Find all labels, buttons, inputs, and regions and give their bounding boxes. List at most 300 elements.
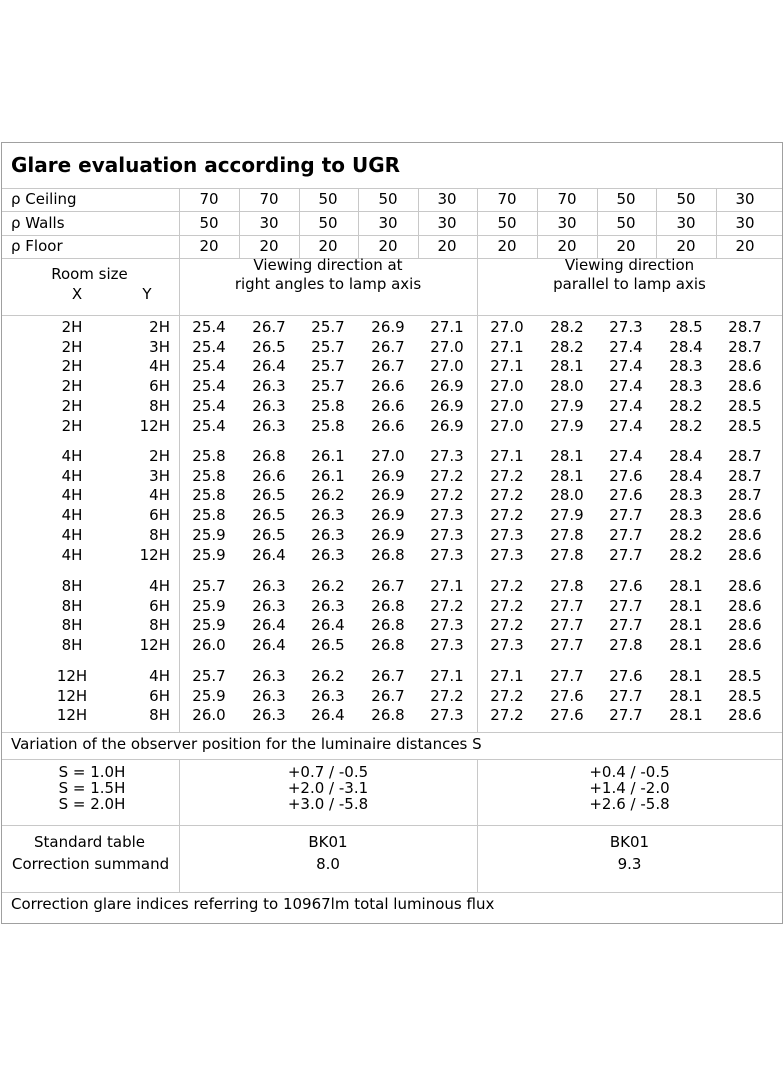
ugr-value: 28.6 — [728, 545, 762, 564]
ugr-value: 27.4 — [609, 416, 643, 435]
ugr-value: 26.5 — [252, 486, 286, 505]
ugr-value: 26.4 — [311, 616, 345, 635]
standard-parallel — [477, 831, 782, 875]
ugr-value: 28.6 — [728, 577, 762, 595]
ugr-value: 28.6 — [728, 377, 762, 396]
ugr-value: 27.2 — [430, 486, 464, 505]
ugr-value: 28.1 — [669, 636, 703, 655]
room-y: 2H — [149, 318, 170, 336]
ugr-value: 27.3 — [490, 545, 524, 564]
ugr-value: 26.8 — [371, 706, 405, 725]
ugr-value: 27.1 — [490, 667, 524, 685]
ugr-value: 26.3 — [252, 416, 286, 435]
ugr-value: 28.1 — [669, 596, 703, 615]
ugr-value: 27.3 — [430, 447, 464, 465]
ugr-value: 27.2 — [430, 686, 464, 705]
variation-right-angles-line: +2.0 / -3.1 — [287, 779, 369, 797]
ugr-value: 28.4 — [669, 447, 703, 465]
reflectance-value: 50 — [378, 190, 398, 208]
ugr-value: 28.7 — [728, 447, 762, 465]
ugr-value: 25.4 — [192, 318, 226, 336]
room-x: 8H — [61, 596, 83, 615]
ugr-value: 26.3 — [252, 377, 286, 396]
ugr-value: 27.4 — [609, 377, 643, 396]
ugr-value: 28.6 — [728, 616, 762, 635]
grid-line — [477, 188, 478, 258]
ugr-value: 28.1 — [550, 447, 584, 465]
ugr-value: 27.0 — [490, 396, 524, 415]
room-x: 4H — [61, 545, 83, 564]
room-y-label: Y — [142, 285, 152, 303]
ugr-value: 25.7 — [192, 667, 226, 685]
ugr-value: 27.3 — [490, 636, 524, 655]
reflectance-label: ρ Ceiling — [11, 190, 77, 208]
room-y: 6H — [149, 596, 170, 615]
reflectance-value: 70 — [199, 190, 219, 208]
ugr-value: 27.1 — [430, 667, 464, 685]
ugr-value: 27.1 — [490, 357, 524, 376]
grid-line — [656, 188, 657, 258]
ugr-value: 26.9 — [371, 318, 405, 336]
ugr-value: 28.1 — [669, 616, 703, 635]
ugr-value: 25.7 — [192, 577, 226, 595]
ugr-value: 25.4 — [192, 377, 226, 396]
reflectance-label: ρ Walls — [11, 214, 65, 232]
reflectance-value: 70 — [497, 190, 517, 208]
ugr-value: 27.1 — [490, 447, 524, 465]
ugr-value: 26.3 — [311, 525, 345, 544]
ugr-value: 27.7 — [609, 706, 643, 725]
ugr-value: 28.2 — [669, 416, 703, 435]
room-x: 8H — [61, 616, 83, 635]
grid-line — [358, 188, 359, 258]
ugr-value: 28.2 — [669, 396, 703, 415]
ugr-value: 26.9 — [371, 486, 405, 505]
ugr-value: 26.6 — [252, 466, 286, 485]
ugr-value: 26.5 — [252, 525, 286, 544]
grid-line — [477, 258, 478, 732]
ugr-value: 28.0 — [550, 377, 584, 396]
ugr-value: 27.2 — [490, 466, 524, 485]
ugr-value: 25.9 — [192, 525, 226, 544]
ugr-value: 28.1 — [550, 466, 584, 485]
ugr-value: 27.3 — [609, 318, 643, 336]
ugr-value: 26.7 — [252, 318, 286, 336]
ugr-value: 27.6 — [609, 667, 643, 685]
ugr-value: 26.8 — [371, 616, 405, 635]
ugr-value: 25.7 — [311, 377, 345, 396]
ugr-value: 28.6 — [728, 357, 762, 376]
standard-right-angles-line: BK01 — [308, 833, 348, 851]
room-x: 2H — [61, 337, 83, 356]
variation-labels-line: S = 1.0H — [58, 763, 126, 781]
reflectance-value: 50 — [676, 190, 696, 208]
ugr-value: 26.5 — [311, 636, 345, 655]
ugr-value: 27.8 — [609, 636, 643, 655]
ugr-value: 26.6 — [371, 377, 405, 396]
ugr-value: 25.8 — [192, 506, 226, 525]
ugr-value: 27.7 — [609, 506, 643, 525]
ugr-value: 27.0 — [490, 416, 524, 435]
ugr-value: 27.8 — [550, 545, 584, 564]
ugr-value: 27.3 — [430, 525, 464, 544]
variation-labels — [22, 764, 162, 812]
ugr-value: 26.1 — [311, 447, 345, 465]
viewing-parallel: Viewing direction parallel to lamp axis — [553, 256, 706, 293]
ugr-value: 27.4 — [609, 447, 643, 465]
room-y: 12H — [139, 545, 170, 564]
ugr-value: 28.1 — [669, 577, 703, 595]
ugr-value: 27.0 — [490, 318, 524, 336]
ugr-value: 26.3 — [252, 706, 286, 725]
ugr-value: 27.3 — [430, 545, 464, 564]
variation-labels-line: S = 1.5H — [58, 779, 126, 797]
ugr-value: 27.7 — [609, 545, 643, 564]
ugr-value: 27.0 — [430, 357, 464, 376]
ugr-value: 27.2 — [430, 596, 464, 615]
reflectance-value: 50 — [318, 190, 338, 208]
standard-labels — [12, 831, 170, 875]
room-x: 8H — [61, 577, 83, 595]
reflectance-value: 20 — [557, 237, 577, 255]
ugr-value: 28.5 — [669, 318, 703, 336]
ugr-value: 26.3 — [311, 686, 345, 705]
ugr-value: 27.8 — [550, 525, 584, 544]
ugr-value: 28.6 — [728, 525, 762, 544]
ugr-value: 28.1 — [669, 706, 703, 725]
ugr-value: 26.7 — [371, 667, 405, 685]
grid-line — [2, 235, 782, 236]
ugr-value: 27.7 — [609, 616, 643, 635]
ugr-table — [1, 142, 783, 924]
reflectance-value: 50 — [616, 190, 636, 208]
room-y: 6H — [149, 686, 170, 705]
ugr-value: 27.8 — [550, 577, 584, 595]
standard-parallel-line: BK01 — [609, 833, 650, 851]
ugr-value: 27.7 — [609, 596, 643, 615]
ugr-value: 28.5 — [728, 396, 762, 415]
ugr-value: 26.9 — [371, 466, 405, 485]
ugr-value: 27.9 — [550, 396, 584, 415]
ugr-value: 26.3 — [252, 596, 286, 615]
variation-parallel-line: +0.4 / -0.5 — [589, 763, 670, 781]
grid-line — [2, 188, 782, 189]
ugr-value: 27.0 — [490, 377, 524, 396]
ugr-value: 26.6 — [371, 416, 405, 435]
footnote: Correction glare indices referring to 10967lm total luminous flux — [11, 895, 495, 913]
reflectance-value: 70 — [557, 190, 577, 208]
ugr-value: 26.1 — [311, 466, 345, 485]
variation-right-angles-line: +3.0 / -5.8 — [287, 795, 369, 813]
standard-right-angles-line: 8.0 — [316, 855, 340, 873]
ugr-value: 28.2 — [550, 337, 584, 356]
ugr-value: 27.4 — [609, 337, 643, 356]
room-y: 3H — [149, 337, 170, 356]
variation-labels-line: S = 2.0H — [58, 795, 126, 813]
ugr-value: 25.4 — [192, 357, 226, 376]
ugr-value: 28.6 — [728, 506, 762, 525]
ugr-value: 27.1 — [490, 337, 524, 356]
reflectance-value: 30 — [557, 214, 577, 232]
ugr-value: 27.9 — [550, 506, 584, 525]
ugr-value: 27.3 — [430, 706, 464, 725]
reflectance-value: 20 — [497, 237, 517, 255]
ugr-value: 27.4 — [609, 396, 643, 415]
grid-line — [537, 188, 538, 258]
grid-line — [597, 188, 598, 258]
ugr-value: 25.8 — [192, 486, 226, 505]
ugr-value: 26.7 — [371, 337, 405, 356]
ugr-value: 25.8 — [311, 416, 345, 435]
ugr-value: 26.3 — [252, 396, 286, 415]
ugr-value: 28.4 — [669, 466, 703, 485]
room-x-label: X — [71, 285, 83, 303]
ugr-value: 28.7 — [728, 486, 762, 505]
ugr-value: 27.4 — [609, 357, 643, 376]
room-y: 3H — [149, 466, 170, 485]
ugr-value: 27.0 — [430, 337, 464, 356]
room-x: 2H — [61, 377, 83, 396]
ugr-value: 25.7 — [311, 357, 345, 376]
ugr-value: 28.2 — [550, 318, 584, 336]
ugr-value: 25.4 — [192, 337, 226, 356]
room-x: 4H — [61, 525, 83, 544]
room-x: 4H — [61, 486, 83, 505]
ugr-value: 27.1 — [430, 577, 464, 595]
ugr-value: 26.2 — [311, 667, 345, 685]
ugr-value: 28.6 — [728, 706, 762, 725]
standard-parallel-line: 9.3 — [617, 855, 642, 873]
reflectance-value: 30 — [378, 214, 398, 232]
ugr-value: 28.3 — [669, 506, 703, 525]
ugr-value: 26.3 — [252, 577, 286, 595]
ugr-value: 28.3 — [669, 377, 703, 396]
room-y: 6H — [149, 506, 170, 525]
room-y: 8H — [149, 706, 170, 725]
ugr-value: 26.4 — [311, 706, 345, 725]
ugr-value: 28.2 — [669, 545, 703, 564]
reflectance-value: 50 — [199, 214, 219, 232]
reflectance-value: 20 — [318, 237, 338, 255]
reflectance-value: 50 — [318, 214, 338, 232]
standard-right-angles — [179, 831, 477, 875]
room-x: 2H — [61, 318, 83, 336]
ugr-value: 25.9 — [192, 596, 226, 615]
page-title: Glare evaluation according to UGR — [11, 153, 401, 177]
ugr-value: 28.5 — [728, 686, 762, 705]
reflectance-value: 20 — [676, 237, 696, 255]
room-y: 4H — [149, 357, 170, 376]
ugr-value: 26.4 — [252, 616, 286, 635]
ugr-value: 26.4 — [252, 357, 286, 376]
ugr-value: 26.4 — [252, 636, 286, 655]
room-x: 4H — [61, 447, 83, 465]
ugr-value: 28.1 — [550, 357, 584, 376]
room-size-label: Room size — [51, 265, 128, 283]
room-x: 12H — [56, 686, 88, 705]
room-y: 8H — [149, 616, 170, 635]
ugr-value: 28.3 — [669, 486, 703, 505]
ugr-value: 26.7 — [371, 357, 405, 376]
variation-parallel — [477, 764, 782, 812]
ugr-value: 28.0 — [550, 486, 584, 505]
room-x: 12H — [56, 667, 88, 685]
ugr-value: 26.8 — [371, 636, 405, 655]
reflectance-value: 30 — [437, 190, 457, 208]
ugr-value: 26.9 — [430, 396, 464, 415]
ugr-value: 28.2 — [669, 525, 703, 544]
ugr-value: 26.0 — [192, 706, 226, 725]
ugr-value: 26.6 — [371, 396, 405, 415]
ugr-value: 27.3 — [430, 636, 464, 655]
ugr-value: 26.4 — [252, 545, 286, 564]
reflectance-value: 70 — [259, 190, 279, 208]
ugr-value: 28.3 — [669, 357, 703, 376]
ugr-value: 26.3 — [252, 686, 286, 705]
room-y: 2H — [149, 447, 170, 465]
reflectance-value: 20 — [259, 237, 279, 255]
ugr-value: 27.0 — [371, 447, 405, 465]
ugr-value: 25.4 — [192, 416, 226, 435]
ugr-value: 27.7 — [550, 636, 584, 655]
room-y: 12H — [139, 416, 170, 435]
reflectance-label: ρ Floor — [11, 237, 63, 255]
ugr-value: 27.2 — [430, 466, 464, 485]
ugr-value: 28.5 — [728, 667, 762, 685]
ugr-value: 26.9 — [371, 525, 405, 544]
room-y: 4H — [149, 577, 170, 595]
ugr-value: 27.2 — [490, 686, 524, 705]
ugr-value: 27.7 — [609, 525, 643, 544]
reflectance-value: 30 — [437, 214, 457, 232]
grid-line — [2, 732, 782, 733]
ugr-value: 26.2 — [311, 577, 345, 595]
ugr-value: 25.7 — [311, 337, 345, 356]
room-x: 4H — [61, 506, 83, 525]
ugr-value: 26.3 — [311, 506, 345, 525]
ugr-value: 26.3 — [311, 545, 345, 564]
ugr-value: 26.8 — [371, 596, 405, 615]
room-x: 2H — [61, 396, 83, 415]
ugr-value: 26.5 — [252, 337, 286, 356]
ugr-value: 25.9 — [192, 545, 226, 564]
ugr-value: 27.1 — [430, 318, 464, 336]
reflectance-value: 20 — [437, 237, 457, 255]
variation-heading: Variation of the observer position for the luminaire distances S — [11, 735, 482, 753]
reflectance-value: 20 — [616, 237, 636, 255]
grid-line — [239, 188, 240, 258]
variation-right-angles — [179, 764, 477, 812]
room-y: 4H — [149, 667, 170, 685]
room-y: 8H — [149, 396, 170, 415]
ugr-value: 27.7 — [550, 596, 584, 615]
ugr-value: 27.2 — [490, 486, 524, 505]
ugr-value: 25.4 — [192, 396, 226, 415]
ugr-value: 26.0 — [192, 636, 226, 655]
ugr-value: 28.5 — [728, 416, 762, 435]
reflectance-value: 20 — [199, 237, 219, 255]
ugr-value: 25.9 — [192, 686, 226, 705]
reflectance-value: 50 — [497, 214, 517, 232]
grid-line — [2, 759, 782, 760]
reflectance-value: 30 — [735, 214, 755, 232]
ugr-value: 27.3 — [430, 506, 464, 525]
ugr-value: 26.2 — [311, 486, 345, 505]
ugr-value: 25.8 — [192, 466, 226, 485]
ugr-value: 27.6 — [550, 686, 584, 705]
ugr-value: 27.2 — [490, 616, 524, 635]
ugr-value: 27.7 — [550, 616, 584, 635]
ugr-value: 27.7 — [609, 686, 643, 705]
ugr-value: 27.6 — [550, 706, 584, 725]
reflectance-value: 30 — [259, 214, 279, 232]
ugr-value: 26.5 — [252, 506, 286, 525]
standard-labels-line: Correction summand — [12, 855, 170, 873]
ugr-value: 27.6 — [609, 486, 643, 505]
reflectance-value: 50 — [616, 214, 636, 232]
ugr-value: 26.3 — [311, 596, 345, 615]
ugr-value: 27.6 — [609, 466, 643, 485]
ugr-value: 27.2 — [490, 506, 524, 525]
ugr-value: 27.2 — [490, 706, 524, 725]
room-x: 8H — [61, 636, 83, 655]
grid-line — [2, 211, 782, 212]
grid-line — [418, 188, 419, 258]
ugr-value: 26.8 — [371, 545, 405, 564]
ugr-value: 28.1 — [669, 686, 703, 705]
ugr-value: 27.3 — [490, 525, 524, 544]
ugr-value: 26.3 — [252, 667, 286, 685]
standard-labels-line: Standard table — [34, 833, 145, 851]
variation-parallel-line: +1.4 / -2.0 — [589, 779, 670, 797]
ugr-value: 27.2 — [490, 596, 524, 615]
reflectance-value: 30 — [676, 214, 696, 232]
room-y: 6H — [149, 377, 170, 396]
ugr-value: 27.6 — [609, 577, 643, 595]
grid-line — [299, 188, 300, 258]
ugr-value: 25.9 — [192, 616, 226, 635]
room-x: 4H — [61, 466, 83, 485]
ugr-value: 25.7 — [311, 318, 345, 336]
variation-right-angles-line: +0.7 / -0.5 — [287, 763, 369, 781]
ugr-value: 26.7 — [371, 577, 405, 595]
ugr-value: 28.7 — [728, 466, 762, 485]
ugr-value: 28.1 — [669, 667, 703, 685]
ugr-value: 26.8 — [252, 447, 286, 465]
ugr-value: 28.7 — [728, 318, 762, 336]
room-x: 12H — [56, 706, 88, 725]
room-x: 2H — [61, 416, 83, 435]
ugr-value: 26.9 — [430, 416, 464, 435]
room-x: 2H — [61, 357, 83, 376]
ugr-value: 26.7 — [371, 686, 405, 705]
ugr-value: 28.6 — [728, 596, 762, 615]
ugr-value: 27.9 — [550, 416, 584, 435]
ugr-value: 27.3 — [430, 616, 464, 635]
variation-parallel-line: +2.6 / -5.8 — [589, 795, 670, 813]
ugr-value: 25.8 — [311, 396, 345, 415]
reflectance-value: 30 — [735, 190, 755, 208]
grid-line — [2, 315, 782, 316]
reflectance-value: 20 — [735, 237, 755, 255]
ugr-value: 27.7 — [550, 667, 584, 685]
ugr-value: 28.4 — [669, 337, 703, 356]
room-y: 8H — [149, 525, 170, 544]
grid-line — [2, 825, 782, 826]
reflectance-value: 20 — [378, 237, 398, 255]
ugr-value: 27.2 — [490, 577, 524, 595]
ugr-value: 26.9 — [430, 377, 464, 396]
